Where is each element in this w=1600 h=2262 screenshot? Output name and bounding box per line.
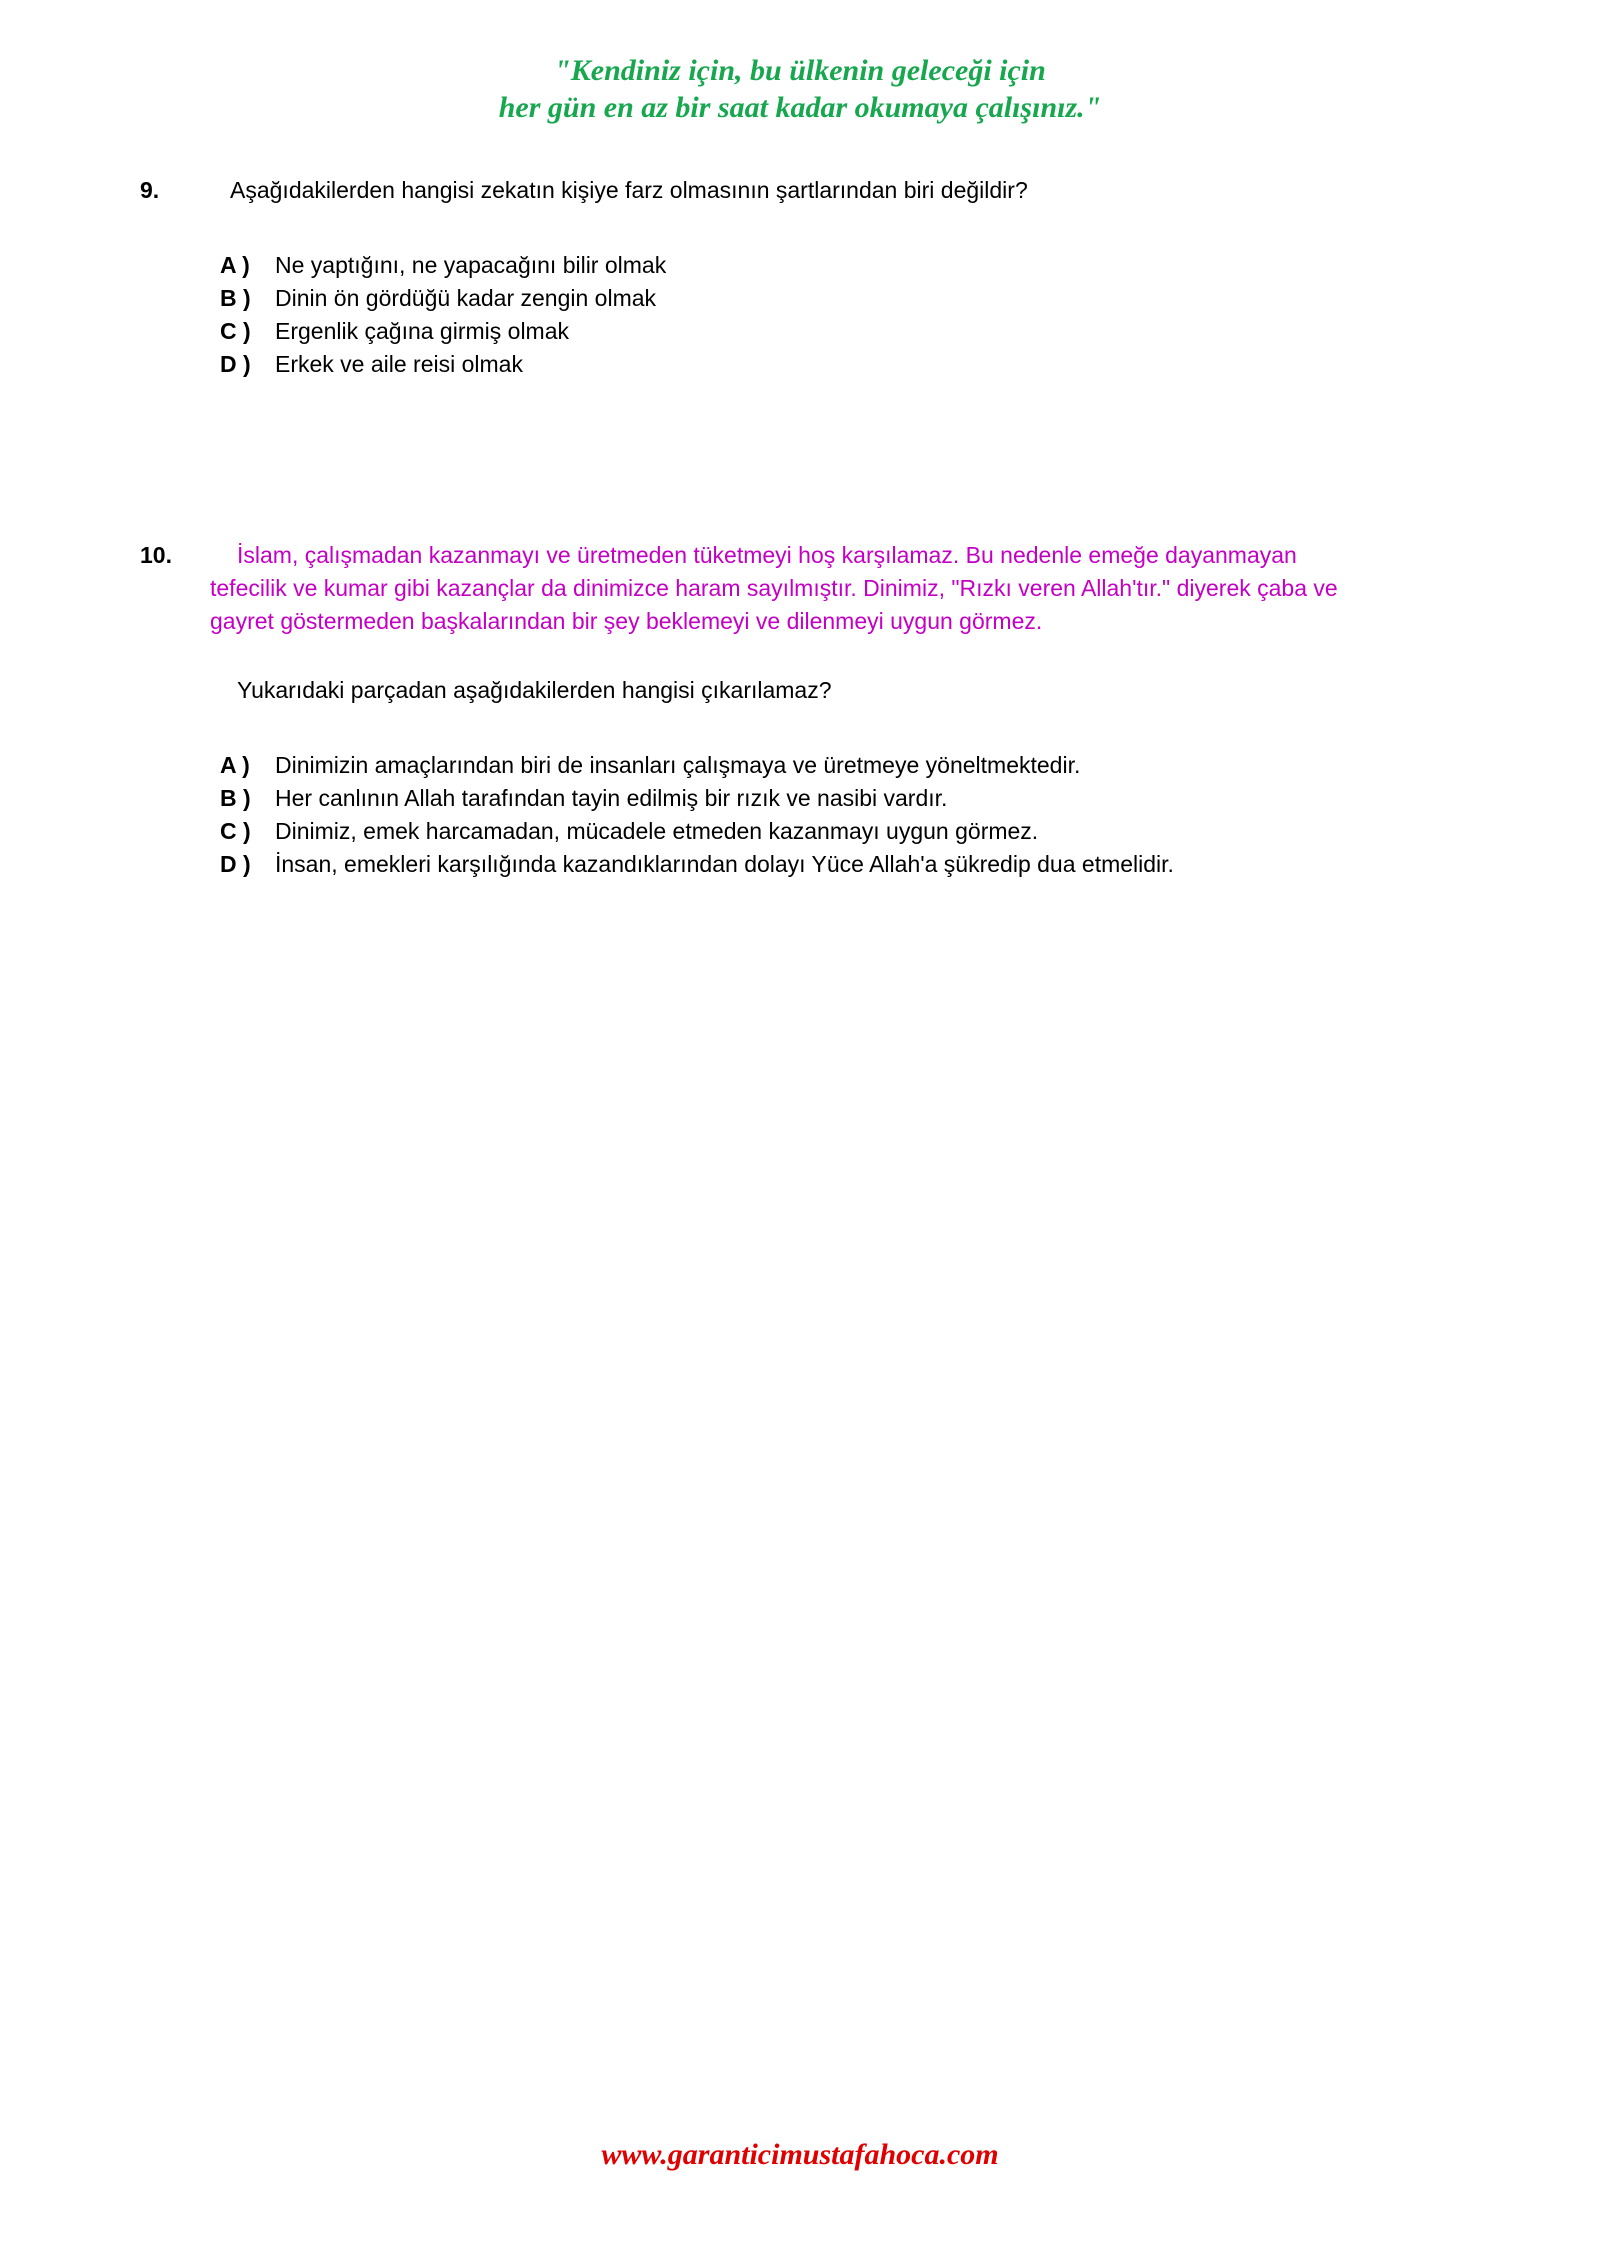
option-letter: A ): [220, 752, 250, 778]
option-text: Ne yaptığını, ne yapacağını bilir olmak: [275, 252, 667, 278]
question-9-text: Aşağıdakilerden hangisi zekatın kişiye farz olmasının şartlarından biri değildir?: [230, 177, 1028, 203]
option-row-c: [220, 815, 1540, 848]
option-letter: D ): [220, 851, 251, 877]
option-text: Her canlının Allah tarafından tayin edilmiş bir rızık ve nasibi vardır.: [275, 785, 948, 811]
header-quote-line1: "Kendiniz için, bu ülkenin geleceği için: [554, 54, 1046, 87]
option-text: Dinimiz, emek harcamadan, mücadele etmeden kazanmayı uygun görmez.: [275, 818, 1039, 844]
question-10-passage-row: [140, 539, 1540, 638]
option-row-c: [220, 315, 1540, 348]
question-10-text: Yukarıdaki parçadan aşağıdakilerden hangisi çıkarılamaz?: [237, 677, 832, 703]
question-10-options: [220, 749, 1540, 881]
option-text: Erkek ve aile reisi olmak: [275, 351, 523, 377]
option-letter: D ): [220, 351, 251, 377]
option-letter: C ): [220, 818, 251, 844]
question-9-stem: [140, 174, 1540, 207]
option-row-a: [220, 749, 1540, 782]
footer-website-url: www.garanticimustafahoca.com: [601, 2138, 999, 2171]
question-10: [0, 539, 1600, 881]
option-text: Dinin ön gördüğü kadar zengin olmak: [275, 285, 657, 311]
header-quote: [0, 0, 1600, 126]
option-letter: A ): [220, 252, 250, 278]
header-quote-line2: her gün en az bir saat kadar okumaya çalışınız.": [498, 91, 1102, 124]
option-letter: C ): [220, 318, 251, 344]
option-row-d: [220, 848, 1540, 881]
option-letter: B ): [220, 285, 251, 311]
option-row-a: [220, 249, 1540, 282]
option-text: İnsan, emekleri karşılığında kazandıklarından dolayı Yüce Allah'a şükredip dua etmelidir.: [275, 851, 1174, 877]
question-9: [0, 174, 1600, 381]
question-10-number: 10.: [140, 542, 172, 568]
option-text: Dinimizin amaçlarından biri de insanları çalışmaya ve üretmeye yöneltmektedir.: [275, 752, 1081, 778]
option-row-b: [220, 282, 1540, 315]
question-10-passage: İslam, çalışmadan kazanmayı ve üretmeden tüketmeyi hoş karşılamaz. Bu nedenle emeğe dayanmayan tefecilik ve kumar gibi kazançlar da dinimizce haram sayılmıştır. Dinimiz, "Rızkı veren Allah'tır." diyerek çaba ve gayret göstermeden başkalarından bir şey beklemeyi ve dilenmeyi uygun görmez.: [210, 542, 1338, 634]
option-row-d: [220, 348, 1540, 381]
option-text: Ergenlik çağına girmiş olmak: [275, 318, 570, 344]
option-letter: B ): [220, 785, 251, 811]
option-row-b: [220, 782, 1540, 815]
question-9-options: [220, 249, 1540, 381]
question-9-number: 9.: [140, 177, 160, 203]
